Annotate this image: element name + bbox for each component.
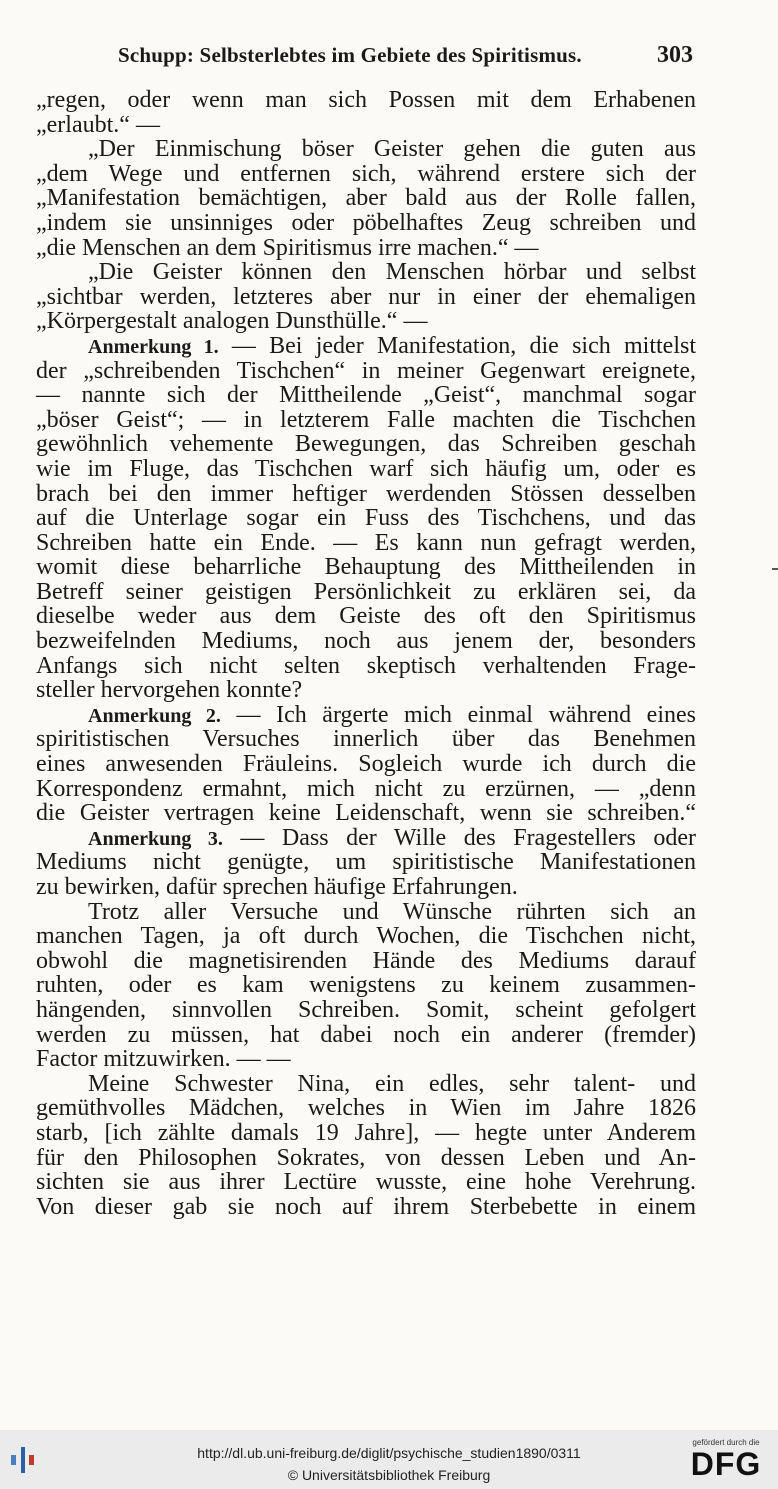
text-line	[36, 211, 696, 236]
text-line	[36, 949, 696, 974]
line-text: Meine Schwester Nina, ein edles, sehr talent- und	[88, 1070, 696, 1097]
line-text: „böser Geist“; — in letzterem Falle machten die Tischchen	[36, 406, 696, 433]
text-line	[36, 801, 696, 826]
text-line	[36, 900, 696, 925]
line-text: Korrespondenz ermahnt, mich nicht zu erzürnen, — „denn	[36, 775, 696, 802]
note-line	[36, 703, 696, 728]
text-line	[36, 727, 696, 752]
text-line	[36, 236, 696, 261]
line-text: womit diese beharrliche Behauptung des Mittheilenden in	[36, 554, 696, 581]
text-line	[36, 309, 696, 334]
text-line	[36, 875, 696, 900]
text-line	[36, 1047, 696, 1072]
line-text: steller hervorgehen konnte?	[36, 677, 303, 704]
line-text: der „schreibenden Tischchen“ in meiner Gegenwart ereignete,	[36, 357, 696, 384]
line-text: ruhten, oder es kam wenigstens zu keinem zusammen-	[36, 972, 696, 999]
text-line	[36, 1146, 696, 1171]
dfg-badge	[686, 1438, 766, 1481]
line-text: hängenden, sinnvollen Schreiben. Somit, scheint gefolgert	[36, 996, 696, 1023]
text-line	[36, 1121, 696, 1146]
line-text: „Manifestation bemächtigen, aber bald aus der Rolle fallen,	[36, 185, 696, 212]
line-text: „die Menschen an dem Spiritismus irre machen.“ —	[36, 234, 539, 261]
line-text: gewöhnlich vehemente Bewegungen, das Schreiben geschah	[36, 431, 696, 458]
line-text: Schreiben hatte ein Ende. — Es kann nun gefragt werden,	[36, 529, 696, 556]
line-text: „indem sie unsinniges oder pöbelhaftes Zeug schreiben und	[36, 209, 696, 236]
dfg-caption: gefördert durch die	[692, 1438, 760, 1447]
text-line	[36, 285, 696, 310]
line-text: für den Philosophen Sokrates, von dessen Leben und An-	[36, 1144, 696, 1171]
dfg-logo: DFG	[690, 1446, 762, 1482]
line-text: auf die Unterlage sogar ein Fuss des Tischchens, und das	[36, 505, 696, 532]
line-text: „sichtbar werden, letzteres aber nur in einer der ehemaligen	[36, 283, 696, 310]
text-line	[36, 359, 696, 384]
line-text: — Bei jeder Manifestation, die sich mittelst	[231, 332, 696, 359]
text-line	[36, 408, 696, 433]
line-text: — Ich ärgerte mich einmal während eines	[236, 701, 696, 728]
text-line	[36, 850, 696, 875]
line-text: manchen Tagen, ja oft durch Wochen, die Tischchen nicht,	[36, 923, 696, 950]
text-line	[36, 506, 696, 531]
line-text: Von dieser gab sie noch auf ihrem Sterbebette in einem	[36, 1193, 696, 1220]
line-text: die Geister vertragen keine Leidenschaft, wenn sie schreiben.“	[36, 800, 696, 827]
page-header	[118, 42, 693, 69]
copyright-notice: © Universitätsbibliothek Freiburg	[287, 1467, 491, 1483]
line-text: obwohl die magnetisirenden Hände des Mediums darauf	[36, 947, 696, 974]
text-line	[36, 555, 696, 580]
body-text	[36, 88, 696, 1219]
text-line	[36, 162, 696, 187]
line-text: „Der Einmischung böser Geister gehen die guten aus	[88, 136, 696, 163]
text-line	[36, 654, 696, 679]
line-text: — Dass der Wille des Fragestellers oder	[240, 824, 697, 851]
note-label: Anmerkung 1.	[88, 335, 219, 358]
line-text: Trotz aller Versuche und Wünsche rührten sich an	[88, 898, 696, 925]
line-text: wie im Fluge, das Tischchen warf sich häufig um, oder es	[36, 455, 696, 482]
line-text: dieselbe weder aus dem Geiste des oft den Spiritismus	[36, 603, 696, 630]
line-text: sichten sie aus ihrer Lectüre wusste, eine hohe Verehrung.	[36, 1169, 696, 1196]
line-text: „erlaubt.“ —	[36, 111, 160, 138]
line-text: eines anwesenden Fräuleins. Sogleich wurde ich durch die	[36, 751, 696, 778]
line-text: „Die Geister können den Menschen hörbar und selbst	[88, 259, 696, 286]
text-line	[36, 924, 696, 949]
text-line	[36, 113, 696, 138]
text-line	[36, 88, 696, 113]
text-line	[36, 1170, 696, 1195]
note-line	[36, 334, 696, 359]
line-text: Mediums nicht genügte, um spiritistische Manifestationen	[36, 849, 696, 876]
text-line	[36, 678, 696, 703]
text-line	[36, 383, 696, 408]
text-line	[36, 1195, 696, 1220]
line-text: starb, [ich zählte damals 19 Jahre], — hegte unter Anderem	[36, 1119, 696, 1146]
text-line	[36, 777, 696, 802]
line-text: zu bewirken, dafür sprechen häufige Erfahrungen.	[36, 874, 518, 900]
viewer-footer	[0, 1430, 778, 1489]
line-text: brach bei den immer heftiger werdenden Stössen desselben	[36, 480, 696, 507]
running-title: Schupp: Selbsterlebtes im Gebiete des Spiritismus.	[118, 43, 582, 67]
text-line	[36, 457, 696, 482]
line-text: werden zu müssen, hat dabei noch ein anderer (fremder)	[36, 1021, 696, 1048]
text-line	[36, 604, 696, 629]
line-text: Anfangs sich nicht selten skeptisch verhaltenden Frage-	[36, 652, 696, 679]
text-line	[36, 580, 696, 605]
text-line	[36, 1072, 696, 1097]
line-text: bezweifelnden Mediums, noch aus jenem der, besonders	[36, 628, 696, 655]
line-text: Betreff seiner geistigen Persönlichkeit zu erklären sei, da	[36, 578, 696, 605]
text-line	[36, 260, 696, 285]
text-line	[36, 482, 696, 507]
text-line	[36, 186, 696, 211]
text-line	[36, 137, 696, 162]
text-line	[36, 1023, 696, 1048]
line-text: Factor mitzuwirken. — —	[36, 1046, 291, 1073]
line-text: gemüthvolles Mädchen, welches in Wien im Jahre 1826	[36, 1095, 696, 1122]
page-number: 303	[657, 42, 693, 68]
line-text: spiritistischen Versuches innerlich über das Benehmen	[36, 726, 696, 753]
line-text: „Körpergestalt analogen Dunsthülle.“ —	[36, 308, 428, 335]
text-line	[36, 1096, 696, 1121]
text-line	[36, 998, 696, 1023]
text-line	[36, 973, 696, 998]
text-line	[36, 629, 696, 654]
note-label: Anmerkung 3.	[88, 827, 223, 850]
margin-mark	[772, 568, 778, 570]
line-text: „regen, oder wenn man sich Possen mit dem Erhabenen	[36, 87, 696, 113]
note-label: Anmerkung 2.	[88, 704, 221, 727]
text-line	[36, 432, 696, 457]
line-text: „dem Wege und entfernen sich, während erstere sich der	[36, 160, 696, 187]
text-line	[36, 531, 696, 556]
text-line	[36, 752, 696, 777]
permalink-url[interactable]: http://dl.ub.uni-freiburg.de/diglit/psychische_studien1890/0311	[197, 1445, 581, 1461]
note-line	[36, 826, 696, 851]
line-text: — nannte sich der Mittheilende „Geist“, manchmal sogar	[36, 382, 696, 409]
